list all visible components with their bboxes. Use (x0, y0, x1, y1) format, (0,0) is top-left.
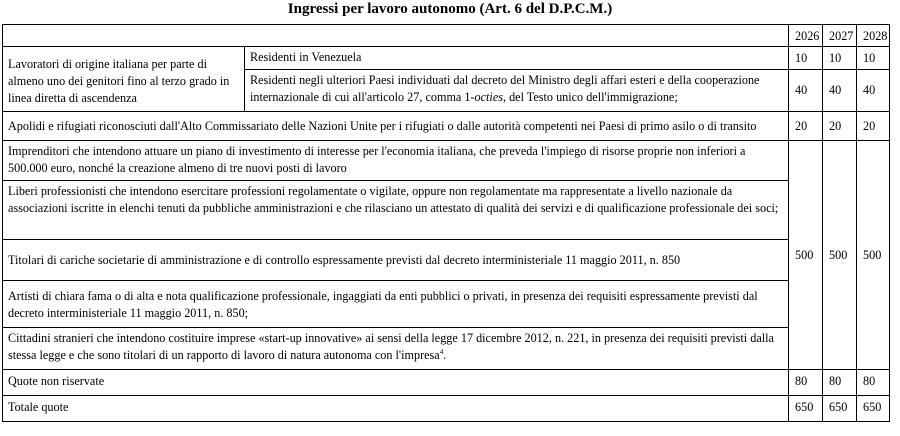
table-row (3, 181, 890, 240)
row-label: Cittadini stranieri che intendono costituire imprese «start-up innovative» ai sensi della legge 17 dicembre 2012, n. 221, in presenza dei requisiti previsti dalla stessa legge e che sono titolari di un rapporto di lavoro di natura autonoma con l'impresa$^4$. (3, 328, 789, 370)
cell-value: 40 (823, 70, 857, 112)
quota-table (2, 24, 890, 422)
row-label: Residenti in Venezuela (245, 47, 789, 70)
cell-value: 650 (857, 396, 890, 422)
row-label: Quote non riservate (3, 370, 789, 396)
table-row (3, 281, 890, 328)
footnote-mark: 4 (439, 347, 444, 356)
table-title: Ingressi per lavoro autonomo (Art. 6 del D.P.C.M.) (287, 1, 613, 17)
cell-value: 500 (857, 141, 890, 370)
row-label: Residenti negli ulteriori Paesi individuati dal decreto del Ministro degli affari esteri e della cooperazione internazionale di cui all'articolo 27, comma 1-octies, del Testo unico dell'immigrazione; (245, 70, 789, 112)
header-row (3, 25, 890, 47)
table-row (3, 112, 890, 141)
row-label: Artisti di chiara fama o di alta e nota qualificazione professionale, ingaggiati da enti pubblici o privati, in presenza dei requisiti espressamente previsti dal decreto interministeriale 11 maggio 2011, n. 850; (3, 281, 789, 328)
year-header: 2028 (857, 25, 890, 47)
cell-value: 20 (857, 112, 890, 141)
table-row (3, 328, 890, 370)
table-row (3, 370, 890, 396)
cell-value: 80 (823, 370, 857, 396)
row-label: Imprenditori che intendono attuare un piano di investimento di interesse per l'economia italiana, che preveda l'impiego di risorse proprie non inferiori a 500.000 euro, nonché la creazione almeno di tre nuovi posti di lavoro (3, 141, 789, 181)
table-row (3, 240, 890, 281)
cell-value: 40 (857, 70, 890, 112)
cell-value: 10 (789, 47, 823, 70)
cell-value: 20 (789, 112, 823, 141)
table-row (3, 396, 890, 422)
origin-group-label: Lavoratori di origine italiana per parte di almeno uno dei genitori fino al terzo grado in linea diretta di ascendenza (3, 47, 245, 112)
row-label: Liberi professionisti che intendono esercitare professioni regolamentate o vigilate, oppure non regolamentate ma rappresentate a livello nazionale da associazioni iscritte in elenchi tenuti da pubbliche amministrazioni e che rilasciano un attestato di qualità dei servizi e di qualificazione professionale dei soci; (3, 181, 789, 240)
row-label: Titolari di cariche societarie di amministrazione e di controllo espressamente previsti dal decreto interministeriale 11 maggio 2011, n. 850 (3, 240, 789, 281)
cell-value: 10 (823, 47, 857, 70)
cell-value: 650 (789, 396, 823, 422)
table-row (3, 47, 890, 70)
cell-value: 500 (823, 141, 857, 370)
row-label: Totale quote (3, 396, 789, 422)
row-label: Apolidi e rifugiati riconosciuti dall'Alto Commissariato delle Nazioni Unite per i rifugiati o dalle autorità competenti nei Paesi di primo asilo o di transito (3, 112, 789, 141)
cell-value: 80 (857, 370, 890, 396)
cell-value: 40 (789, 70, 823, 112)
year-header: 2026 (789, 25, 823, 47)
year-header: 2027 (823, 25, 857, 47)
header-blank (3, 25, 789, 47)
cell-value: 80 (789, 370, 823, 396)
cell-value: 500 (789, 141, 823, 370)
cell-value: 10 (857, 47, 890, 70)
cell-value: 20 (823, 112, 857, 141)
table-row (3, 141, 890, 181)
cell-value: 650 (823, 396, 857, 422)
